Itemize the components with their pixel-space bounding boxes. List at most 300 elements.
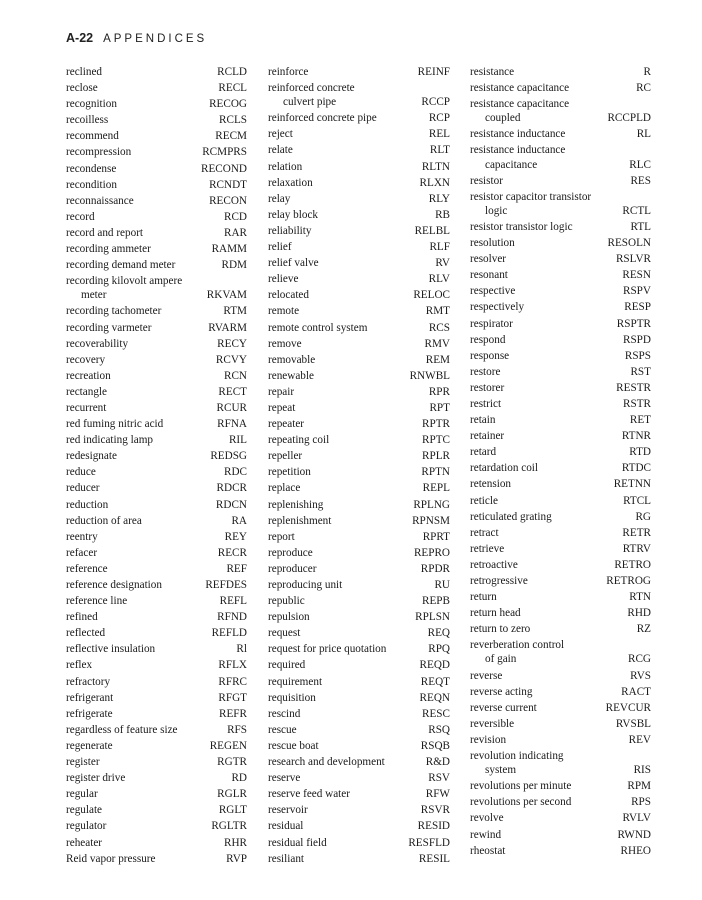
list-item xyxy=(66,771,247,787)
term xyxy=(470,317,617,331)
term xyxy=(268,594,422,608)
abbreviation: REV xyxy=(628,733,651,746)
term-text: request for price quotation xyxy=(268,643,387,656)
list-item xyxy=(470,236,651,252)
term xyxy=(268,771,428,785)
term-text: regulator xyxy=(66,820,107,833)
abbreviation: REINF xyxy=(417,66,450,78)
term xyxy=(470,284,623,298)
term xyxy=(470,590,629,604)
term-continuation: capacitance xyxy=(485,158,538,171)
term-text: resistance capacitance xyxy=(470,82,570,95)
abbreviation: RDCN xyxy=(215,498,247,511)
term xyxy=(470,333,623,347)
list-item xyxy=(268,514,450,530)
term-text: resistor transistor logic xyxy=(470,220,573,233)
term xyxy=(470,828,617,842)
list-item xyxy=(470,381,651,397)
list-item xyxy=(66,594,247,610)
abbreviation: RZ xyxy=(636,623,651,636)
abbreviation: RESFLD xyxy=(408,836,450,849)
term-text: recondition xyxy=(66,178,117,191)
term-text: revolution indicating xyxy=(470,750,564,763)
term xyxy=(268,481,423,495)
list-item xyxy=(66,210,247,226)
abbreviation: RPTR xyxy=(422,418,450,431)
list-item xyxy=(66,514,247,530)
term xyxy=(470,97,607,125)
term-text: research and development xyxy=(268,756,385,769)
term-text: relaxation xyxy=(268,176,313,189)
term xyxy=(470,65,644,79)
list-item xyxy=(268,755,450,771)
abbreviation: RHEO xyxy=(620,844,651,857)
abbreviation: RPT xyxy=(429,401,450,414)
term xyxy=(268,337,425,351)
term xyxy=(268,401,429,415)
abbreviation: RESP xyxy=(624,301,651,314)
term xyxy=(470,397,623,411)
term xyxy=(66,226,224,240)
abbreviation: REPRO xyxy=(413,546,450,559)
list-item xyxy=(470,252,651,268)
term xyxy=(268,787,426,801)
abbreviation: RFND xyxy=(217,611,247,624)
term-text: recording ammeter xyxy=(66,243,151,256)
list-item xyxy=(66,562,247,578)
abbreviation: RCLD xyxy=(217,66,247,78)
term xyxy=(470,268,622,282)
list-item xyxy=(66,610,247,626)
term xyxy=(66,385,218,399)
list-item xyxy=(66,417,247,433)
term-text: residual xyxy=(268,820,304,833)
term-text: relate xyxy=(268,144,293,157)
term-continuation: coupled xyxy=(485,112,521,125)
abbreviation: RA xyxy=(231,514,247,527)
term-text: recoverability xyxy=(66,337,129,350)
list-item xyxy=(268,127,450,143)
term xyxy=(470,381,616,395)
abbreviation: RECL xyxy=(218,82,247,95)
term-text: retract xyxy=(470,526,499,539)
abbreviation: RETRO xyxy=(614,558,651,571)
abbreviation: RIS xyxy=(633,764,651,777)
abbreviation: RSQB xyxy=(420,739,450,752)
abbreviation: RPM xyxy=(627,780,651,793)
abbreviation: RAR xyxy=(223,226,247,239)
abbreviation: RESID xyxy=(417,820,450,833)
abbreviation: RETR xyxy=(622,526,651,539)
term xyxy=(66,417,217,431)
term-text: repair xyxy=(268,385,295,398)
term xyxy=(470,733,629,747)
list-item xyxy=(470,413,651,429)
list-item xyxy=(470,127,651,143)
abbreviation: RLC xyxy=(629,158,651,171)
term-text: reduction of area xyxy=(66,514,142,527)
abbreviation: RWND xyxy=(617,828,651,841)
abbreviation: REY xyxy=(224,530,247,543)
term xyxy=(66,771,231,785)
term xyxy=(470,236,607,250)
term xyxy=(470,445,629,459)
term xyxy=(470,477,614,491)
list-item xyxy=(66,852,247,868)
list-item xyxy=(470,445,651,461)
term xyxy=(66,691,218,705)
abbreviation: RECON xyxy=(209,194,247,207)
term xyxy=(268,81,421,109)
abbreviation: RFGT xyxy=(218,691,247,704)
list-item xyxy=(66,642,247,658)
term-text: resonant xyxy=(470,269,508,282)
abbreviation: RMV xyxy=(424,337,450,350)
abbreviation: RLXN xyxy=(419,176,450,189)
term-text: retardation coil xyxy=(470,462,539,475)
term-text: revolutions per second xyxy=(470,796,572,809)
term-text: reference designation xyxy=(66,579,162,591)
list-item xyxy=(66,546,247,562)
list-item xyxy=(470,638,651,668)
term-text: recompression xyxy=(66,146,132,159)
term xyxy=(66,594,220,608)
list-item xyxy=(470,828,651,844)
abbreviation: RTN xyxy=(629,591,651,604)
term-continuation: logic xyxy=(485,204,508,217)
term-text: reflex xyxy=(66,659,93,672)
abbreviation: RPR xyxy=(428,385,450,398)
term-text: repulsion xyxy=(268,611,310,624)
abbreviation: REPL xyxy=(422,482,450,495)
abbreviation: RCG xyxy=(627,653,651,666)
term xyxy=(268,192,429,206)
term xyxy=(470,494,623,508)
term xyxy=(268,546,414,560)
abbreviation: RGLTR xyxy=(211,820,247,833)
term-text: response xyxy=(470,349,510,362)
list-item xyxy=(470,542,651,558)
term xyxy=(66,145,202,159)
term-text: reflective insulation xyxy=(66,643,156,656)
term xyxy=(470,252,616,266)
abbreviation: RACT xyxy=(621,685,651,698)
term xyxy=(470,81,636,95)
term xyxy=(66,723,227,737)
term xyxy=(66,610,217,624)
term xyxy=(268,288,413,302)
list-item xyxy=(470,333,651,349)
list-item xyxy=(66,449,247,465)
abbreviation: RESOLN xyxy=(607,237,651,250)
list-item xyxy=(66,723,247,739)
abbreviation: RTD xyxy=(629,446,651,459)
term-text: reverse acting xyxy=(470,685,533,698)
term xyxy=(66,113,219,127)
term-text: relay block xyxy=(268,208,319,221)
list-item xyxy=(66,787,247,803)
term-text: register xyxy=(66,756,100,769)
list-item xyxy=(470,526,651,542)
list-item xyxy=(66,242,247,258)
term xyxy=(66,353,216,367)
term xyxy=(66,258,222,272)
term xyxy=(470,685,621,699)
term xyxy=(268,465,421,479)
term-text: recreation xyxy=(66,369,111,382)
term xyxy=(66,803,219,817)
abbreviation: RTNR xyxy=(621,430,651,443)
list-item xyxy=(470,733,651,749)
term-text: relief xyxy=(268,241,292,254)
term-text: residual field xyxy=(268,836,327,849)
list-item xyxy=(470,590,651,606)
term xyxy=(268,304,426,318)
abbreviation: RFW xyxy=(425,788,450,801)
term-text: return xyxy=(470,591,497,604)
term xyxy=(470,542,623,556)
term-text: reverse xyxy=(470,669,503,682)
term xyxy=(268,353,426,367)
list-item xyxy=(470,397,651,413)
abbreviation: RCN xyxy=(223,369,247,382)
term-text: reserve xyxy=(268,772,301,785)
term xyxy=(470,510,635,524)
abbreviation: RETNN xyxy=(613,478,651,491)
list-item xyxy=(268,369,450,385)
abbreviation: RCTL xyxy=(622,204,651,217)
list-item xyxy=(66,819,247,835)
list-item xyxy=(470,65,651,81)
abbreviation: RECM xyxy=(215,130,247,143)
list-item xyxy=(268,401,450,417)
abbreviation: RDCR xyxy=(216,482,247,495)
abbreviation: RETROG xyxy=(606,575,651,587)
abbreviation: RFNA xyxy=(217,418,247,431)
abbreviation: REF xyxy=(226,562,247,575)
term-text: register drive xyxy=(66,772,126,785)
term xyxy=(268,852,419,866)
list-item xyxy=(268,65,450,81)
list-item xyxy=(268,385,450,401)
term-text: rheostat xyxy=(470,844,506,857)
term-text: replace xyxy=(268,482,301,495)
abbreviation: RNWBL xyxy=(409,369,450,382)
list-item xyxy=(470,349,651,365)
abbreviation: RLV xyxy=(428,273,450,286)
term xyxy=(470,127,637,141)
list-item xyxy=(470,717,651,733)
abbreviation: RVARM xyxy=(208,321,247,334)
term xyxy=(470,349,625,363)
term-text: rescue xyxy=(268,723,297,736)
term xyxy=(268,626,428,640)
term-text: record and report xyxy=(66,226,144,239)
list-item xyxy=(470,844,651,860)
list-item xyxy=(66,304,247,320)
term-text: removable xyxy=(268,353,316,366)
term-text: reservoir xyxy=(268,804,308,817)
abbreviation: R xyxy=(643,66,651,78)
term xyxy=(268,321,429,335)
list-item xyxy=(66,162,247,178)
term xyxy=(66,578,205,592)
term-continuation: of gain xyxy=(485,653,517,666)
list-item xyxy=(268,498,450,514)
term xyxy=(66,481,217,495)
abbreviation: RPTC xyxy=(422,434,450,447)
abbreviation: RPLNG xyxy=(413,498,450,511)
term xyxy=(66,178,209,192)
term-text: record xyxy=(66,210,95,223)
term-text: rescind xyxy=(268,707,301,720)
abbreviation: RPLSN xyxy=(415,611,450,624)
term-text: reference line xyxy=(66,595,128,608)
abbreviation: RES xyxy=(630,174,651,187)
running-header xyxy=(66,31,207,45)
term xyxy=(66,433,229,447)
term-text: recondense xyxy=(66,162,117,175)
list-item xyxy=(268,707,450,723)
list-item xyxy=(268,691,450,707)
term-text: retainer xyxy=(470,430,505,443)
term-text: replenishment xyxy=(268,514,332,527)
list-item xyxy=(66,675,247,691)
term xyxy=(66,129,215,143)
list-item xyxy=(470,669,651,685)
abbreviation: RSTR xyxy=(623,397,651,410)
term-text: rectangle xyxy=(66,385,107,398)
term xyxy=(268,240,429,254)
term-continuation: culvert pipe xyxy=(283,96,337,109)
abbreviation: RLY xyxy=(428,192,450,205)
term-text: regenerate xyxy=(66,739,113,752)
term xyxy=(268,272,429,286)
term xyxy=(470,300,624,314)
term-text: recording tachometer xyxy=(66,305,162,318)
abbreviation: RCUR xyxy=(216,401,247,414)
abbreviation: REQ xyxy=(427,627,450,640)
term-text: relief valve xyxy=(268,257,319,270)
term xyxy=(470,795,631,809)
list-item xyxy=(268,819,450,835)
abbreviation: RB xyxy=(435,208,450,221)
term-text: retroactive xyxy=(470,558,518,571)
term-text: resolution xyxy=(470,237,515,250)
list-item xyxy=(470,143,651,173)
list-item xyxy=(268,642,450,658)
list-item xyxy=(470,461,651,477)
column-1 xyxy=(66,65,247,868)
term-text: reliability xyxy=(268,224,312,237)
term xyxy=(66,787,217,801)
abbreviation: RSPTR xyxy=(616,317,651,330)
abbreviation: RPRT xyxy=(422,530,450,543)
abbreviation: RC xyxy=(636,82,651,95)
abbreviation: REL xyxy=(428,128,450,141)
term-text: return head xyxy=(470,607,521,620)
abbreviation: RSPV xyxy=(623,285,651,298)
abbreviation: RAMM xyxy=(211,243,247,256)
list-item xyxy=(66,626,247,642)
term xyxy=(470,638,628,666)
abbreviation: RESIL xyxy=(418,852,450,865)
abbreviation: RSV xyxy=(428,772,450,785)
abbreviation: RHR xyxy=(223,836,247,849)
abbreviation: RDM xyxy=(221,259,247,272)
term xyxy=(66,65,217,79)
term-text: revolve xyxy=(470,812,504,825)
abbreviation: RVP xyxy=(226,852,247,865)
abbreviation: Rl xyxy=(236,643,247,656)
abbreviation: REQD xyxy=(419,659,450,672)
term xyxy=(268,433,422,447)
term xyxy=(470,701,606,715)
abbreviation: RECOG xyxy=(209,98,247,111)
list-item xyxy=(66,97,247,113)
abbreviation: REFL xyxy=(219,595,247,608)
list-item xyxy=(268,787,450,803)
term-text: renewable xyxy=(268,369,314,382)
term-text: respective xyxy=(470,285,516,298)
list-item xyxy=(268,337,450,353)
abbreviation: RSPS xyxy=(624,349,651,362)
term-text: resiliant xyxy=(268,852,305,865)
list-item xyxy=(268,546,450,562)
abbreviation: RHD xyxy=(627,607,651,620)
term-text: remote xyxy=(268,305,300,318)
term-text: reject xyxy=(268,128,293,141)
term-text: reduction xyxy=(66,498,109,511)
term-text: reference xyxy=(66,562,108,575)
abbreviation: RFS xyxy=(227,723,247,736)
term-text: recommend xyxy=(66,130,119,143)
abbreviation: RLF xyxy=(429,241,450,254)
term-text: red indicating lamp xyxy=(66,434,153,447)
abbreviation: RCCPLD xyxy=(607,112,651,125)
term xyxy=(268,803,421,817)
list-item xyxy=(470,268,651,284)
abbreviation: RLT xyxy=(429,144,450,157)
term xyxy=(66,562,226,576)
term-text: recovery xyxy=(66,353,106,366)
list-item xyxy=(268,272,450,288)
abbreviation: RMT xyxy=(425,305,450,318)
term xyxy=(268,836,408,850)
term-text: refined xyxy=(66,611,98,624)
term-text: redesignate xyxy=(66,450,117,463)
abbreviation: RECR xyxy=(217,546,247,559)
abbreviation: RECT xyxy=(218,385,247,398)
list-item xyxy=(470,81,651,97)
list-item xyxy=(268,208,450,224)
abbreviation: RKVAM xyxy=(206,289,247,302)
list-item xyxy=(268,240,450,256)
term-text: resistance inductance xyxy=(470,144,566,157)
term xyxy=(268,111,429,125)
list-item xyxy=(470,558,651,574)
term-text: reticle xyxy=(470,494,498,507)
term xyxy=(66,449,210,463)
list-item xyxy=(268,836,450,852)
list-item xyxy=(66,401,247,417)
term-text: repeat xyxy=(268,401,296,414)
abbreviation: R&D xyxy=(425,756,450,769)
list-item xyxy=(66,194,247,210)
list-item xyxy=(268,658,450,674)
abbreviation: RESN xyxy=(622,269,651,282)
term xyxy=(268,642,428,656)
